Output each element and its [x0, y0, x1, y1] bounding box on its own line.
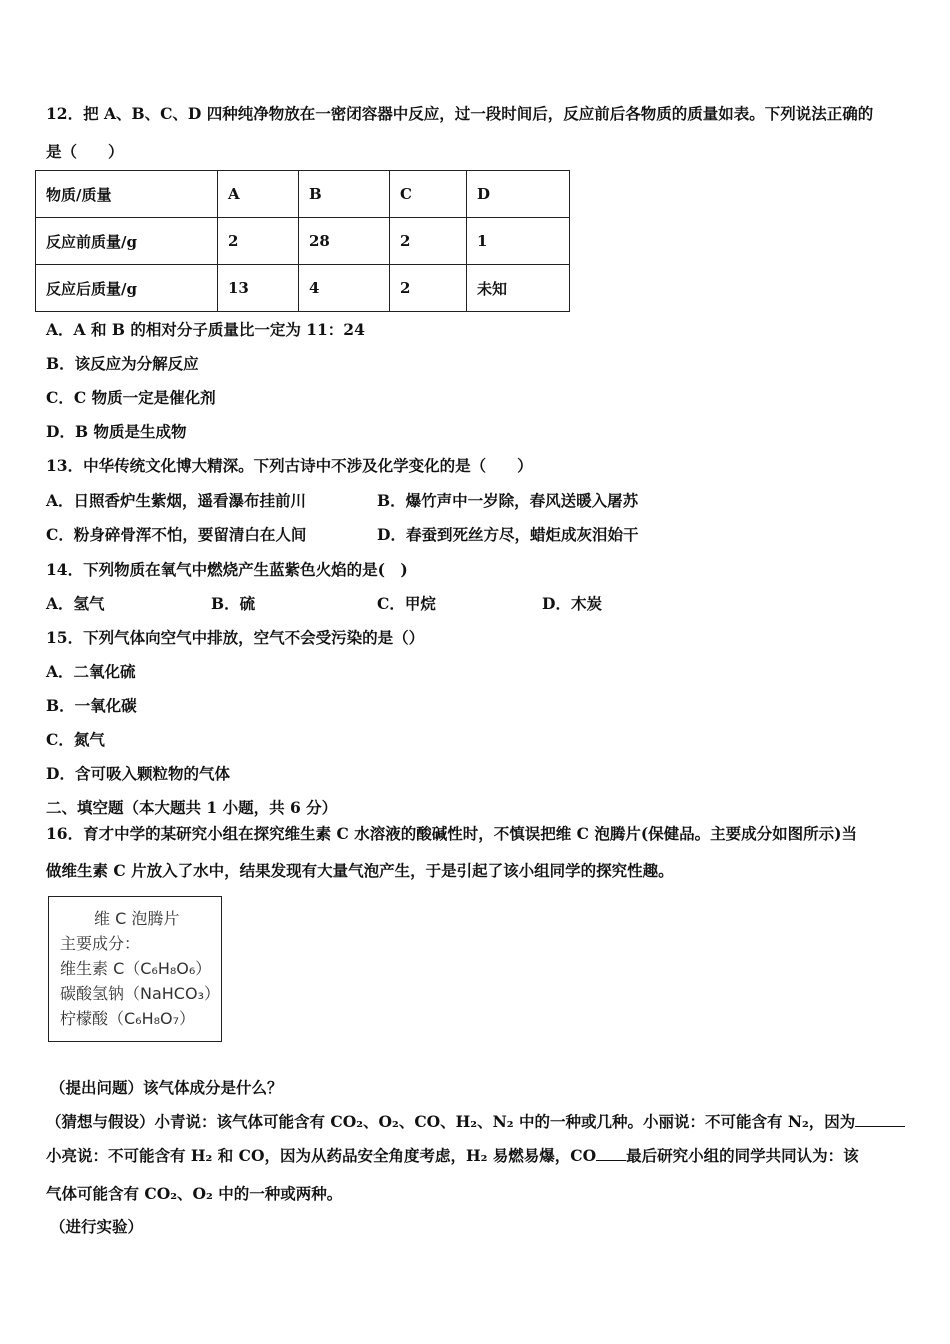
ingredient-box — [48, 896, 222, 1042]
q13-option-d: D．春蚕到死丝方尽，蜡炬成灰泪始干 — [377, 525, 639, 544]
q16-hypothesis-line1 — [46, 1110, 905, 1132]
box-subtitle: 主要成分： — [60, 934, 141, 953]
q13-option-b: B．爆竹声中一岁除，春风送暖入屠苏 — [377, 491, 639, 510]
q13-option-c: C．粉身碎骨浑不怕，要留清白在人间 — [46, 525, 307, 544]
q16-hypothesis-line3: 气体可能含有 CO₂、O₂ 中的一种或两种。 — [46, 1184, 343, 1203]
table-cell: 未知 — [467, 265, 570, 312]
answer-blank[interactable] — [855, 1112, 905, 1127]
answer-blank[interactable] — [596, 1146, 626, 1161]
q16-hypothesis-line2 — [46, 1144, 859, 1166]
box-item: 维生素 C（C₆H₈O₆） — [60, 959, 212, 978]
q15-option-b: B．一氧化碳 — [46, 696, 137, 715]
q15-stem: 15．下列气体向空气中排放，空气不会受污染的是（） — [46, 628, 425, 647]
table-cell: 1 — [467, 218, 570, 265]
table-cell: 反应后质量/g — [36, 265, 218, 312]
hypothesis-text: （猜想与假设）小青说：该气体可能含有 CO₂、O₂、CO、H₂、N₂ 中的一种或几种。小丽说：不可能含有 N₂，因为 — [46, 1112, 856, 1131]
box-item: 碳酸氢钠（NaHCO₃） — [60, 984, 220, 1003]
q12-stem-line1: 12．把 A、B、C、D 四种纯净物放在一密闭容器中反应，过一段时间后，反应前后各物质的质量如表。下列说法正确的 — [46, 104, 874, 123]
q16-stem-line2: 做维生素 C 片放入了水中，结果发现有大量气泡产生，于是引起了该小组同学的探究性趣。 — [46, 861, 674, 880]
table-row — [36, 265, 570, 312]
table-header-row — [36, 171, 570, 218]
q16-question-label: （提出问题）该气体成分是什么？ — [50, 1078, 283, 1097]
table-cell: 4 — [299, 265, 390, 312]
q14-option-a: A．氢气 — [46, 594, 105, 613]
q14-option-b: B．硫 — [211, 594, 256, 613]
table-cell: 28 — [299, 218, 390, 265]
q15-option-d: D．含可吸入颗粒物的气体 — [46, 764, 230, 783]
q12-option-c: C．C 物质一定是催化剂 — [46, 388, 216, 407]
q14-option-c: C．甲烷 — [377, 594, 436, 613]
table-cell: A — [218, 171, 299, 218]
box-title: 维 C 泡腾片 — [94, 909, 180, 928]
q16-experiment-label: （进行实验） — [50, 1217, 144, 1236]
q15-option-c: C．氮气 — [46, 730, 105, 749]
table-cell: 2 — [218, 218, 299, 265]
q14-stem: 14．下列物质在氧气中燃烧产生蓝紫色火焰的是( ) — [46, 560, 408, 579]
mass-table — [35, 170, 570, 312]
table-cell: 13 — [218, 265, 299, 312]
table-cell: B — [299, 171, 390, 218]
table-cell: 2 — [390, 218, 467, 265]
q12-option-b: B．该反应为分解反应 — [46, 354, 199, 373]
q13-option-a: A．日照香炉生紫烟，遥看瀑布挂前川 — [46, 491, 307, 510]
q12-option-a: A．A 和 B 的相对分子质量比一定为 11：24 — [46, 320, 365, 339]
q12-stem-line2: 是（ ） — [46, 142, 124, 161]
q14-option-d: D．木炭 — [542, 594, 602, 613]
table-cell: 2 — [390, 265, 467, 312]
q12-option-d: D．B 物质是生成物 — [46, 422, 187, 441]
hypothesis-text: 最后研究小组的同学共同认为：该 — [626, 1146, 859, 1165]
box-item: 柠檬酸（C₆H₈O₇） — [60, 1009, 196, 1028]
q13-stem: 13．中华传统文化博大精深。下列古诗中不涉及化学变化的是（ ） — [46, 456, 533, 475]
q15-option-a: A．二氧化硫 — [46, 662, 136, 681]
section-heading: 二、填空题（本大题共 1 小题，共 6 分） — [46, 798, 338, 817]
table-row — [36, 218, 570, 265]
table-cell: 反应前质量/g — [36, 218, 218, 265]
table-cell: C — [390, 171, 467, 218]
table-cell: 物质/质量 — [36, 171, 218, 218]
q16-stem-line1: 16．育才中学的某研究小组在探究维生素 C 水溶液的酸碱性时，不慎误把维 C 泡腾片(保健品。主要成分如图所示)当 — [46, 824, 857, 843]
table-cell: D — [467, 171, 570, 218]
hypothesis-text: 小亮说：不可能含有 H₂ 和 CO，因为从药品安全角度考虑，H₂ 易燃易爆，CO — [46, 1146, 597, 1165]
